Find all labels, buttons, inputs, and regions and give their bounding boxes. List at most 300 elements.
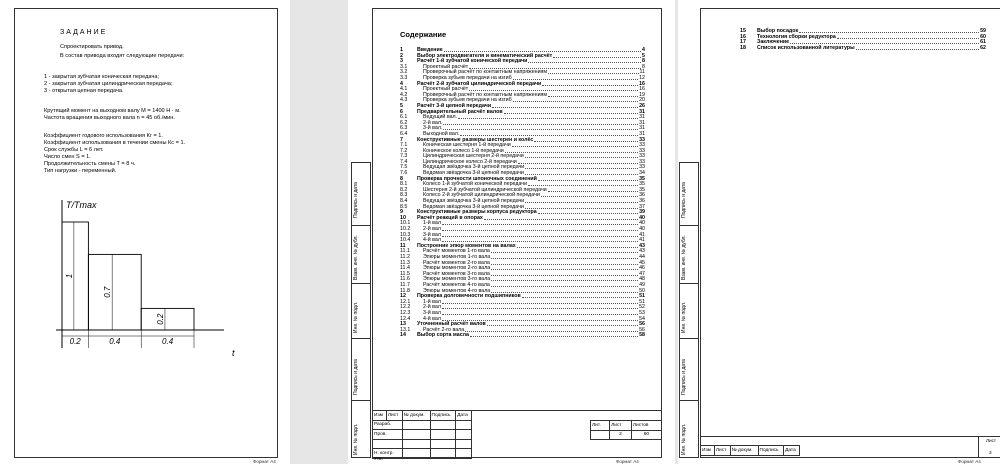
param-item: Частота вращения выходного вала n = 45 об./мин. bbox=[44, 115, 175, 121]
tb-list: Лист bbox=[714, 446, 730, 456]
toc-number: 12.1 bbox=[400, 298, 411, 305]
toc-leader bbox=[492, 104, 638, 108]
toc-leader bbox=[442, 221, 638, 225]
toc-number: 8.3 bbox=[400, 192, 408, 199]
toc-leader bbox=[491, 261, 638, 265]
side-label: Инв. № подл. bbox=[353, 423, 359, 455]
side-label: Инв. № подл. bbox=[681, 423, 687, 455]
toc-label: Выбор сорта масла bbox=[417, 332, 469, 339]
tb-list: Лист bbox=[386, 411, 402, 421]
toc-label: Построение эпюр моментов на валах bbox=[417, 242, 516, 249]
toc-page: 59 bbox=[980, 28, 986, 34]
toc-page: 56 bbox=[639, 326, 645, 333]
tb-data: Дата bbox=[784, 446, 800, 456]
toc-label: Ведущий вал. bbox=[423, 114, 458, 121]
toc-label: 1-й вал bbox=[423, 298, 441, 305]
toc-page: 4 bbox=[642, 47, 645, 53]
toc-page: 35 bbox=[639, 181, 645, 188]
load-step-bar bbox=[141, 308, 194, 330]
toc-page: 26 bbox=[639, 102, 645, 109]
toc-page: 8 bbox=[642, 63, 645, 70]
toc-number: 3 bbox=[400, 58, 403, 65]
toc-page: 36 bbox=[639, 192, 645, 199]
toc-leader bbox=[491, 249, 638, 253]
interval-label: 0.2 bbox=[69, 337, 81, 346]
side-divider bbox=[351, 283, 371, 284]
toc-page: 39 bbox=[639, 209, 645, 216]
toc-page: 33 bbox=[639, 147, 645, 154]
toc-number: 10.2 bbox=[400, 226, 411, 232]
toc-number: 5 bbox=[400, 102, 403, 109]
toc-number: 8.1 bbox=[400, 181, 408, 188]
toc-label: Эпюры моментов 4-го вала bbox=[423, 287, 491, 294]
toc-page: 54 bbox=[639, 315, 645, 322]
toc-leader bbox=[525, 205, 638, 209]
toc-label: Расчёт 2-го вала bbox=[423, 326, 465, 333]
toc-leader bbox=[542, 82, 638, 86]
toc-label: Расчёт 3-й цепной передачи bbox=[417, 102, 492, 109]
toc-label: Расчёт 2-й зубчатой цилиндрической передачи bbox=[417, 80, 542, 87]
toc-page: 44 bbox=[639, 253, 645, 260]
toc-number: 1 bbox=[400, 47, 403, 53]
toc-label: Расчёт моментов 1-го вала bbox=[423, 248, 490, 255]
toc-page: 48 bbox=[639, 276, 645, 283]
side-label: Взам. инв. № дубл. bbox=[681, 235, 687, 280]
side-label: Подпись и дата bbox=[681, 359, 687, 395]
toc-leader bbox=[512, 143, 638, 147]
toc-page: 31 bbox=[639, 125, 645, 132]
toc-leader bbox=[525, 171, 638, 175]
tb-ndoc: № докум. bbox=[730, 446, 758, 456]
toc-page: 33 bbox=[639, 158, 645, 165]
toc-label: Список использованной литературы bbox=[757, 44, 855, 51]
toc-leader bbox=[491, 283, 638, 287]
load-step-bar bbox=[88, 254, 141, 330]
title-block-right bbox=[590, 420, 662, 440]
side-label: Инв. № подл. bbox=[681, 301, 687, 333]
toc-label: 2-й вал bbox=[423, 304, 441, 311]
page-1 bbox=[0, 0, 290, 464]
page-3 bbox=[678, 0, 1000, 464]
toc-label: Выходной вал. bbox=[423, 130, 460, 137]
toc-leader bbox=[548, 188, 638, 192]
toc-number: 12 bbox=[400, 293, 406, 300]
toc-number: 6.2 bbox=[400, 119, 408, 126]
toc-label: Проверка зубьев передачи на изгиб bbox=[423, 74, 512, 81]
toc-label: Коническая шестерня 1-й передачи bbox=[423, 142, 511, 149]
toc-label: 3-й вал bbox=[423, 309, 441, 316]
toc-label: Выбор электродвигателя и кинематический расчёт bbox=[417, 52, 553, 59]
toc-label: 1-й вал bbox=[423, 220, 441, 227]
toc-page: 40 bbox=[639, 214, 645, 221]
toc-label: 3-й вал bbox=[423, 231, 441, 238]
tb-top-line bbox=[700, 436, 1000, 437]
toc-page: 16 bbox=[639, 80, 645, 87]
tb-izm: Изм bbox=[701, 446, 715, 456]
coef-item: Продолжительность смены T = 8 ч. bbox=[44, 161, 136, 167]
coef-item: Число смен S = 1. bbox=[44, 154, 91, 160]
toc-number: 11.5 bbox=[400, 270, 410, 277]
side-label: Подпись и дата bbox=[353, 182, 359, 218]
toc-page: 40 bbox=[639, 220, 645, 227]
toc-number: 18 bbox=[740, 44, 746, 51]
toc-number: 8.4 bbox=[400, 198, 408, 205]
toc-leader bbox=[548, 70, 638, 74]
toc-leader bbox=[443, 121, 638, 125]
toc-leader bbox=[513, 98, 638, 102]
toc-page: 52 bbox=[639, 304, 645, 311]
coef-item: Коэффициент использования в течении смены Кс = 1. bbox=[44, 140, 186, 146]
toc-number: 11.7 bbox=[400, 281, 410, 288]
toc-leader bbox=[470, 333, 638, 337]
toc-leader bbox=[553, 54, 641, 58]
toc-leader bbox=[442, 238, 638, 242]
gear-item: 1 - закрытая зубчатая коническая передача; bbox=[44, 74, 159, 80]
side-divider bbox=[679, 338, 699, 339]
toc-label: Проверочный расчёт по контактным напряжениям bbox=[423, 91, 548, 98]
toc-number: 4.2 bbox=[400, 91, 408, 98]
y-axis-label: T/Tmax bbox=[66, 200, 97, 210]
toc-leader bbox=[465, 328, 638, 332]
toc-leader bbox=[505, 149, 638, 153]
toc-number: 13 bbox=[400, 321, 406, 328]
toc-page: 31 bbox=[639, 130, 645, 137]
task-text: Спроектировать привод. bbox=[60, 44, 124, 50]
toc-leader bbox=[513, 76, 638, 80]
toc-number: 7.2 bbox=[400, 147, 408, 154]
toc-leader bbox=[799, 29, 979, 33]
side-divider bbox=[351, 338, 371, 339]
side-label: Инв. № подл. bbox=[353, 301, 359, 333]
toc-number: 11 bbox=[400, 242, 406, 249]
toc-page: 51 bbox=[639, 298, 645, 305]
toc-label: Ведущая звёздочка 3-й цепной передачи bbox=[423, 164, 525, 171]
toc-label: Введение bbox=[417, 47, 443, 53]
toc-page: 58 bbox=[639, 332, 645, 339]
toc-row bbox=[740, 46, 987, 52]
side-divider bbox=[679, 400, 699, 401]
toc-leader bbox=[442, 305, 638, 309]
side-label: Подпись и дата bbox=[681, 182, 687, 218]
toc-leader bbox=[484, 216, 638, 220]
toc-leader bbox=[837, 35, 979, 39]
load-chart bbox=[20, 192, 250, 367]
toc-label: Уточненный расчёт валов bbox=[417, 321, 486, 328]
toc-leader bbox=[443, 126, 638, 130]
toc-number: 17 bbox=[740, 39, 746, 46]
toc-page: 19 bbox=[639, 91, 645, 98]
toc-label: Коническое колесо 1-й передачи bbox=[423, 147, 504, 154]
toc-label: Расчёт реакций в опорах bbox=[417, 214, 483, 221]
toc-number: 11.3 bbox=[400, 259, 410, 266]
toc-leader bbox=[491, 289, 638, 293]
toc-page: 20 bbox=[639, 97, 645, 104]
toc-number: 4 bbox=[400, 80, 403, 87]
toc-page: 31 bbox=[639, 119, 645, 126]
toc-page: 35 bbox=[639, 175, 645, 182]
value-label: 1 bbox=[64, 273, 74, 279]
tb-izm: Изм bbox=[373, 411, 387, 421]
page-3-frame bbox=[700, 8, 1000, 458]
toc-label: 2-й вал. bbox=[423, 119, 443, 126]
toc-page: 41 bbox=[639, 231, 645, 238]
toc-number: 3.2 bbox=[400, 69, 408, 76]
toc-page: 43 bbox=[639, 248, 645, 255]
task-intro: В состав привода входят следующие передачи: bbox=[60, 53, 185, 59]
tb-listov: Листов bbox=[631, 421, 661, 431]
toc-number: 11.6 bbox=[400, 276, 410, 283]
toc-leader bbox=[442, 311, 638, 315]
toc-number: 6.4 bbox=[400, 130, 408, 137]
toc-label: Проверка зубьев передачи на изгиб bbox=[423, 97, 512, 104]
toc-label: Проверка прочности шпоночных соединений bbox=[417, 175, 537, 182]
toc-page: 56 bbox=[639, 321, 645, 328]
toc-number: 12.3 bbox=[400, 309, 411, 316]
toc-leader bbox=[504, 110, 639, 114]
toc-leader bbox=[442, 227, 638, 231]
page-2 bbox=[348, 0, 675, 464]
toc-heading: Содержание bbox=[400, 30, 447, 39]
toc-label: Колесо 2-й зубчатой цилиндрической передачи bbox=[423, 192, 540, 199]
toc-label: Ведущая звёздочка 3-й цепной передачи bbox=[423, 198, 525, 205]
toc-number: 10.3 bbox=[400, 231, 411, 238]
tb-nkontr: Н. контр. bbox=[373, 449, 403, 459]
toc-page: 62 bbox=[980, 44, 986, 51]
toc-label: Колесо 1-й зубчатой конической передачи bbox=[423, 181, 528, 188]
tb-prov: Пров. bbox=[373, 430, 403, 440]
toc-label: Эпюры моментов 1-го вала bbox=[423, 253, 491, 260]
toc-label: Проверка долговечности подшипников bbox=[417, 293, 521, 300]
toc-number: 9 bbox=[400, 209, 403, 216]
title-block-small bbox=[700, 445, 800, 456]
toc-list-continued bbox=[740, 29, 987, 51]
toc-number: 4.3 bbox=[400, 97, 408, 104]
toc-number: 7 bbox=[400, 136, 403, 143]
toc-leader bbox=[444, 48, 641, 52]
x-axis-label: t bbox=[232, 348, 235, 358]
toc-label: 4-й вал bbox=[423, 237, 441, 244]
toc-number: 3.1 bbox=[400, 63, 408, 70]
toc-page: 34 bbox=[639, 170, 645, 177]
toc-number: 12.4 bbox=[400, 315, 411, 322]
format-label: Формат А4 bbox=[253, 459, 276, 464]
format-label: Формат А4 bbox=[958, 459, 981, 464]
toc-label: Ведомая звёздочка 3-й цепной передачи bbox=[423, 170, 524, 177]
toc-row bbox=[400, 333, 646, 339]
toc-number: 11.8 bbox=[400, 287, 410, 294]
tb-list2: Лист bbox=[986, 438, 996, 443]
toc-label: Расчёт моментов 2-го вала bbox=[423, 259, 490, 266]
toc-number: 7.5 bbox=[400, 164, 408, 171]
toc-page: 31 bbox=[639, 108, 645, 115]
side-label: Подпись и дата bbox=[353, 359, 359, 395]
toc-number: 13.1 bbox=[400, 326, 411, 333]
toc-number: 10.1 bbox=[400, 220, 411, 227]
toc-leader bbox=[856, 46, 979, 50]
toc-number: 3.3 bbox=[400, 74, 408, 81]
toc-label: 4-й вал bbox=[423, 315, 441, 322]
toc-page: 33 bbox=[639, 153, 645, 160]
toc-page: 49 bbox=[639, 281, 645, 288]
toc-leader bbox=[528, 59, 641, 63]
title-block-left bbox=[372, 410, 472, 459]
sheet-number-box bbox=[978, 436, 1000, 458]
tb-data: Дата bbox=[456, 411, 472, 421]
tb-listov-val: 60 bbox=[631, 430, 661, 440]
side-divider bbox=[679, 225, 699, 226]
toc-number: 7.1 bbox=[400, 142, 408, 149]
toc-page: 46 bbox=[639, 265, 645, 272]
toc-leader bbox=[525, 199, 638, 203]
toc-leader bbox=[491, 272, 638, 276]
side-divider bbox=[351, 400, 371, 401]
toc-number: 14 bbox=[400, 332, 406, 339]
toc-label: Предварительный расчёт валов bbox=[417, 108, 503, 115]
toc-leader bbox=[491, 255, 638, 259]
toc-label: 3-й вал. bbox=[423, 125, 443, 132]
toc-page: 36 bbox=[639, 198, 645, 205]
toc-leader bbox=[790, 40, 979, 44]
toc-number: 6.1 bbox=[400, 114, 408, 121]
toc-label: Шестерня 2-й зубчатой цилиндрической передачи bbox=[423, 186, 547, 193]
toc-list bbox=[400, 48, 646, 339]
param-item: Крутящий момент на выходном валу М = 1400 Н · м. bbox=[44, 108, 181, 114]
toc-number: 15 bbox=[740, 28, 746, 34]
tb-podp: Подпись bbox=[430, 411, 456, 421]
toc-label: Заключение bbox=[757, 39, 790, 46]
side-divider bbox=[351, 225, 371, 226]
toc-label: Конструктивные размеры шестерен и колёс bbox=[417, 136, 534, 143]
toc-page: 43 bbox=[639, 242, 645, 249]
toc-label: 2-й вал bbox=[423, 226, 441, 232]
toc-page: 47 bbox=[639, 270, 645, 277]
toc-label: Выбор посадок bbox=[757, 28, 799, 34]
toc-number: 11.2 bbox=[400, 253, 410, 260]
toc-page: 33 bbox=[639, 142, 645, 149]
gear-item: 3 - открытая цепная передача. bbox=[44, 88, 124, 94]
toc-label: Ведомая звёздочка 3-й цепной передачи bbox=[423, 203, 524, 210]
interval-label: 0.4 bbox=[162, 337, 174, 346]
toc-number: 8.2 bbox=[400, 186, 408, 193]
toc-label: Расчёт моментов 3-го вала bbox=[423, 270, 490, 277]
toc-page: 33 bbox=[639, 164, 645, 171]
gear-item: 2 - закрытая зубчатая цилиндрическая передача; bbox=[44, 81, 173, 87]
toc-number: 7.3 bbox=[400, 153, 408, 160]
toc-page: 33 bbox=[639, 136, 645, 143]
toc-label: Цилиндрическое колесо 2-й передачи bbox=[423, 158, 517, 165]
toc-number: 12.2 bbox=[400, 304, 411, 311]
value-label: 0.2 bbox=[155, 313, 165, 325]
toc-label: Эпюры моментов 3-го вала bbox=[423, 276, 491, 283]
toc-number: 7.6 bbox=[400, 170, 408, 177]
toc-number: 11.4 bbox=[400, 265, 410, 272]
interval-label: 0.4 bbox=[109, 337, 121, 346]
toc-page: 12 bbox=[639, 74, 645, 81]
toc-page: 16 bbox=[639, 86, 645, 93]
toc-leader bbox=[518, 160, 638, 164]
toc-leader bbox=[538, 210, 638, 214]
toc-page: 51 bbox=[639, 293, 645, 300]
toc-page: 31 bbox=[639, 114, 645, 121]
toc-page: 11 bbox=[639, 69, 645, 76]
toc-number: 8 bbox=[400, 175, 403, 182]
toc-leader bbox=[469, 87, 638, 91]
toc-page: 5 bbox=[642, 52, 645, 59]
toc-leader bbox=[522, 294, 638, 298]
toc-label: Цилиндрическая шестерня 2-й передачи bbox=[423, 153, 524, 160]
toc-label: Эпюры моментов 2-го вала bbox=[423, 265, 491, 272]
toc-leader bbox=[442, 300, 638, 304]
toc-leader bbox=[517, 244, 638, 248]
toc-number: 11.1 bbox=[400, 248, 410, 255]
side-divider bbox=[679, 283, 699, 284]
toc-leader bbox=[460, 132, 638, 136]
toc-label: Технология сборки редуктора bbox=[757, 33, 836, 40]
toc-leader bbox=[525, 154, 638, 158]
toc-page: 53 bbox=[639, 309, 645, 316]
tb-list2: Лист bbox=[610, 421, 632, 431]
tb-lit: Лит. bbox=[591, 421, 610, 431]
toc-number: 10 bbox=[400, 214, 406, 221]
toc-leader bbox=[442, 317, 638, 321]
toc-leader bbox=[487, 322, 638, 326]
toc-number: 2 bbox=[400, 52, 403, 59]
toc-page: 8 bbox=[642, 58, 645, 65]
toc-page: 50 bbox=[639, 287, 645, 294]
toc-number: 16 bbox=[740, 33, 746, 40]
toc-leader bbox=[491, 277, 638, 281]
toc-leader bbox=[528, 182, 638, 186]
coef-item: Срок службы L = 6 лет. bbox=[44, 147, 104, 153]
tb-utv: Утв. bbox=[374, 456, 383, 461]
tb-list-val: 2 bbox=[610, 430, 632, 440]
toc-label: Расчёт моментов 4-го вала bbox=[423, 281, 490, 288]
toc-label: Проектный расчёт bbox=[423, 86, 469, 93]
toc-number: 6 bbox=[400, 108, 403, 115]
task-title: ЗАДАНИЕ bbox=[60, 29, 108, 36]
toc-number: 4.1 bbox=[400, 86, 408, 93]
tb-podp: Подпись bbox=[758, 446, 784, 456]
side-label: Взам. инв. № дубл. bbox=[353, 235, 359, 280]
tb-razrab: Разраб. bbox=[373, 420, 403, 430]
toc-label: Проверочный расчёт по контактным напряжениям bbox=[423, 69, 548, 76]
toc-number: 7.4 bbox=[400, 158, 408, 165]
toc-leader bbox=[534, 138, 638, 142]
toc-number: 10.4 bbox=[400, 237, 411, 244]
coef-item: Тип нагрузки - переменный. bbox=[44, 168, 117, 174]
toc-page: 41 bbox=[639, 237, 645, 244]
toc-leader bbox=[538, 177, 638, 181]
format-label: Формат А4 bbox=[616, 459, 639, 464]
toc-leader bbox=[458, 115, 638, 119]
toc-page: 60 bbox=[980, 33, 986, 40]
toc-number: 8.5 bbox=[400, 203, 408, 210]
toc-page: 45 bbox=[639, 259, 645, 266]
toc-leader bbox=[491, 266, 638, 270]
toc-page: 40 bbox=[639, 226, 645, 232]
toc-number: 6.3 bbox=[400, 125, 408, 132]
toc-page: 61 bbox=[980, 39, 986, 46]
toc-label: Расчёт 1-й зубчатой конической передачи bbox=[417, 58, 528, 65]
toc-page: 35 bbox=[639, 186, 645, 193]
toc-page: 37 bbox=[639, 203, 645, 210]
toc-leader bbox=[548, 93, 638, 97]
coef-item: Коэффициент годового использования Кг = 1. bbox=[44, 133, 163, 139]
toc-leader bbox=[442, 233, 638, 237]
toc-leader bbox=[525, 165, 638, 169]
tb-list-val: 3 bbox=[989, 450, 992, 455]
value-label: 0.7 bbox=[103, 286, 113, 298]
